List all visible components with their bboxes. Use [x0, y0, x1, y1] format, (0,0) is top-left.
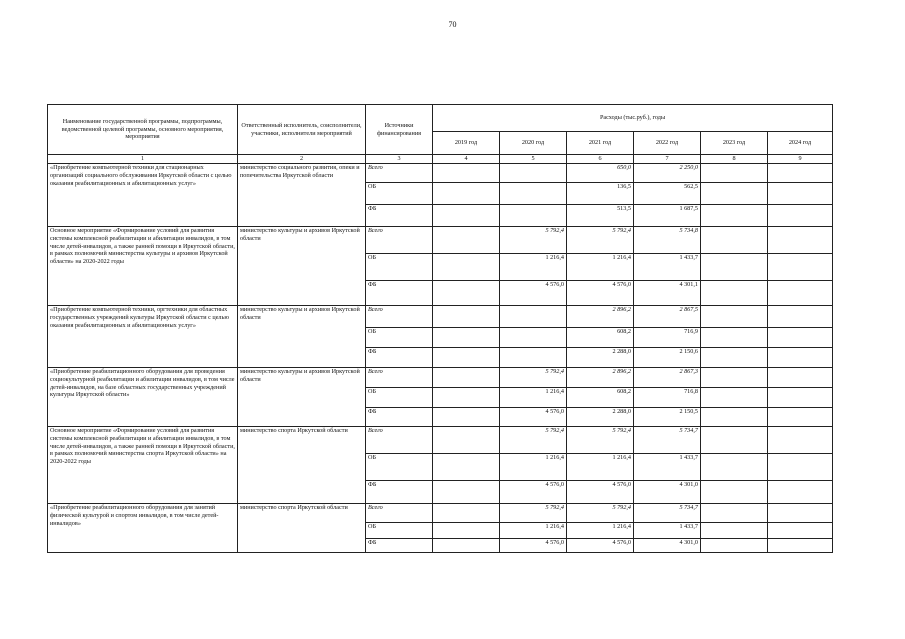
amount-cell [768, 306, 833, 328]
header-year: 2023 год [701, 132, 768, 155]
funding-source: ФБ [366, 348, 433, 368]
budget-table [47, 104, 833, 553]
header-source-col: Источники финансирования [366, 105, 433, 155]
amount-cell [500, 164, 567, 183]
executor-name: министерство культуры и архивов Иркутской области [238, 227, 366, 306]
activity-name: «Приобретение компьютерной техники, оргтехники для областных государственных учреждений культуры Иркутской области с целью оказания реабилитационных и абилитационных услуг» [48, 306, 238, 368]
amount-cell: 2 867,3 [634, 368, 701, 388]
amount-cell: 5 792,4 [500, 368, 567, 388]
amount-cell: 1 216,4 [567, 523, 634, 539]
amount-cell [500, 205, 567, 227]
header-year: 2022 год [634, 132, 701, 155]
executor-name: министерство культуры и архивов Иркутской области [238, 368, 366, 427]
amount-cell [701, 254, 768, 281]
amount-cell: 5 734,7 [634, 504, 701, 523]
amount-cell: 4 576,0 [500, 481, 567, 504]
amount-cell [433, 281, 500, 306]
funding-source: ОБ [366, 328, 433, 348]
amount-cell [433, 408, 500, 427]
amount-cell [433, 254, 500, 281]
amount-cell: 5 792,4 [567, 427, 634, 454]
header-year: 2019 год [433, 132, 500, 155]
table-row [48, 368, 833, 388]
amount-cell [701, 205, 768, 227]
executor-name: министерство культуры и архивов Иркутской области [238, 306, 366, 368]
table-row [48, 504, 833, 523]
funding-source: Всего [366, 227, 433, 254]
amount-cell [701, 227, 768, 254]
header-executor-col: Ответственный исполнитель, соисполнители, участники, исполнители мероприятий [238, 105, 366, 155]
page-number: 70 [448, 20, 457, 29]
amount-cell [433, 183, 500, 205]
funding-source: ОБ [366, 183, 433, 205]
amount-cell [701, 504, 768, 523]
amount-cell: 4 301,0 [634, 481, 701, 504]
column-number: 1 [48, 155, 238, 164]
amount-cell: 1 216,4 [500, 454, 567, 481]
amount-cell: 513,5 [567, 205, 634, 227]
column-number: 9 [768, 155, 833, 164]
amount-cell: 1 216,4 [567, 454, 634, 481]
amount-cell: 1 433,7 [634, 254, 701, 281]
amount-cell [768, 281, 833, 306]
amount-cell [768, 408, 833, 427]
amount-cell: 2 150,6 [634, 348, 701, 368]
table-row [48, 227, 833, 254]
column-number: 5 [500, 155, 567, 164]
amount-cell [433, 205, 500, 227]
amount-cell [701, 427, 768, 454]
amount-cell [701, 368, 768, 388]
funding-source: ФБ [366, 408, 433, 427]
amount-cell [433, 454, 500, 481]
amount-cell [768, 205, 833, 227]
amount-cell [433, 348, 500, 368]
amount-cell: 136,5 [567, 183, 634, 205]
activity-name: Основное мероприятие «Формирование условий для развития системы комплексной реабилитации и абилитации инвалидов, в том числе детей-инвалидов, а также ранней помощи в Иркутской области, в рамках полномочий министерства спорта Иркутской области» на 2020-2022 годы [48, 427, 238, 504]
amount-cell [768, 523, 833, 539]
amount-cell [768, 481, 833, 504]
amount-cell: 4 301,1 [634, 281, 701, 306]
amount-cell [701, 328, 768, 348]
amount-cell: 5 792,4 [500, 427, 567, 454]
amount-cell [768, 454, 833, 481]
amount-cell [768, 227, 833, 254]
amount-cell: 1 433,7 [634, 523, 701, 539]
funding-source: ФБ [366, 281, 433, 306]
activity-name: «Приобретение реабилитационного оборудования для занятий физической культурой и спортом инвалидов, в том числе детей-инвалидов» [48, 504, 238, 553]
amount-cell [701, 164, 768, 183]
column-number: 3 [366, 155, 433, 164]
header-expenses: Расходы (тыс.руб.), годы [433, 105, 833, 132]
header-name-col: Наименование государственной программы, подпрограммы, ведомственной целевой программы, основного мероприятия, мероприятия [48, 105, 238, 155]
column-number: 8 [701, 155, 768, 164]
amount-cell: 5 792,4 [500, 227, 567, 254]
amount-cell [433, 481, 500, 504]
funding-source: ФБ [366, 205, 433, 227]
amount-cell: 1 687,5 [634, 205, 701, 227]
table-row [48, 427, 833, 454]
amount-cell [433, 368, 500, 388]
amount-cell: 716,9 [634, 328, 701, 348]
amount-cell [433, 539, 500, 553]
amount-cell: 4 576,0 [567, 281, 634, 306]
amount-cell [768, 328, 833, 348]
amount-cell: 2 150,5 [634, 408, 701, 427]
amount-cell [768, 348, 833, 368]
amount-cell: 5 734,8 [634, 227, 701, 254]
amount-cell [768, 504, 833, 523]
amount-cell [701, 481, 768, 504]
funding-source: ОБ [366, 523, 433, 539]
funding-source: ОБ [366, 454, 433, 481]
activity-name: «Приобретение компьютерной техники для стационарных организаций социального обслуживания Иркутской области с целью оказания реабилитационных и абилитационных услуг» [48, 164, 238, 227]
amount-cell [433, 306, 500, 328]
amount-cell [701, 539, 768, 553]
amount-cell [500, 306, 567, 328]
funding-source: ОБ [366, 254, 433, 281]
amount-cell [701, 348, 768, 368]
amount-cell [768, 254, 833, 281]
activity-name: «Приобретение реабилитационного оборудования для проведения социокультурной реабилитации и абилитации инвалидов, в том числе детей-инвалидов, на базе областных государственных учреждений культуры Иркутской области» [48, 368, 238, 427]
amount-cell: 2 288,0 [567, 348, 634, 368]
amount-cell [768, 388, 833, 408]
amount-cell: 4 576,0 [500, 281, 567, 306]
amount-cell: 4 576,0 [500, 539, 567, 553]
amount-cell: 4 576,0 [500, 408, 567, 427]
amount-cell: 5 734,7 [634, 427, 701, 454]
column-number: 2 [238, 155, 366, 164]
amount-cell: 2 896,2 [567, 306, 634, 328]
amount-cell [433, 427, 500, 454]
funding-source: ФБ [366, 539, 433, 553]
amount-cell: 2 867,5 [634, 306, 701, 328]
table-row [48, 164, 833, 183]
amount-cell: 4 576,0 [567, 539, 634, 553]
amount-cell: 4 301,0 [634, 539, 701, 553]
amount-cell [701, 183, 768, 205]
amount-cell [433, 227, 500, 254]
header-year: 2021 год [567, 132, 634, 155]
header-year: 2020 год [500, 132, 567, 155]
funding-source: Всего [366, 368, 433, 388]
amount-cell: 1 216,4 [567, 254, 634, 281]
funding-source: ОБ [366, 388, 433, 408]
amount-cell: 2 288,0 [567, 408, 634, 427]
amount-cell [433, 523, 500, 539]
amount-cell [768, 183, 833, 205]
amount-cell: 4 576,0 [567, 481, 634, 504]
amount-cell: 608,2 [567, 388, 634, 408]
amount-cell [701, 523, 768, 539]
funding-source: Всего [366, 504, 433, 523]
column-number: 7 [634, 155, 701, 164]
amount-cell: 650,0 [567, 164, 634, 183]
amount-cell [433, 388, 500, 408]
amount-cell [433, 328, 500, 348]
amount-cell: 1 216,4 [500, 388, 567, 408]
funding-source: Всего [366, 164, 433, 183]
amount-cell: 608,2 [567, 328, 634, 348]
amount-cell: 5 792,4 [500, 504, 567, 523]
table-row [48, 306, 833, 328]
amount-cell [768, 368, 833, 388]
amount-cell [701, 281, 768, 306]
column-number: 6 [567, 155, 634, 164]
amount-cell: 5 792,4 [567, 504, 634, 523]
amount-cell [433, 164, 500, 183]
amount-cell: 562,5 [634, 183, 701, 205]
amount-cell: 5 792,4 [567, 227, 634, 254]
amount-cell [701, 408, 768, 427]
amount-cell [500, 328, 567, 348]
amount-cell: 1 433,7 [634, 454, 701, 481]
amount-cell: 2 250,0 [634, 164, 701, 183]
amount-cell [701, 306, 768, 328]
column-number: 4 [433, 155, 500, 164]
executor-name: министерство спорта Иркутской области [238, 504, 366, 553]
funding-source: Всего [366, 306, 433, 328]
funding-source: ФБ [366, 481, 433, 504]
activity-name: Основное мероприятие «Формирование условий для развития системы комплексной реабилитации и абилитации инвалидов, в том числе детей-инвалидов, а также ранней помощи в Иркутской области, в рамках полномочий министерства культуры и архивов Иркутской области» на 2020-2022 годы [48, 227, 238, 306]
amount-cell: 2 896,2 [567, 368, 634, 388]
amount-cell [768, 164, 833, 183]
amount-cell [500, 348, 567, 368]
amount-cell [433, 504, 500, 523]
amount-cell [701, 388, 768, 408]
executor-name: министерство социального развития, опеки и попечительства Иркутской области [238, 164, 366, 227]
amount-cell [500, 183, 567, 205]
table-body [48, 164, 833, 553]
amount-cell [768, 427, 833, 454]
funding-source: Всего [366, 427, 433, 454]
amount-cell: 716,8 [634, 388, 701, 408]
amount-cell: 1 216,4 [500, 523, 567, 539]
executor-name: министерство спорта Иркутской области [238, 427, 366, 504]
amount-cell [768, 539, 833, 553]
amount-cell: 1 216,4 [500, 254, 567, 281]
header-year: 2024 год [768, 132, 833, 155]
amount-cell [701, 454, 768, 481]
